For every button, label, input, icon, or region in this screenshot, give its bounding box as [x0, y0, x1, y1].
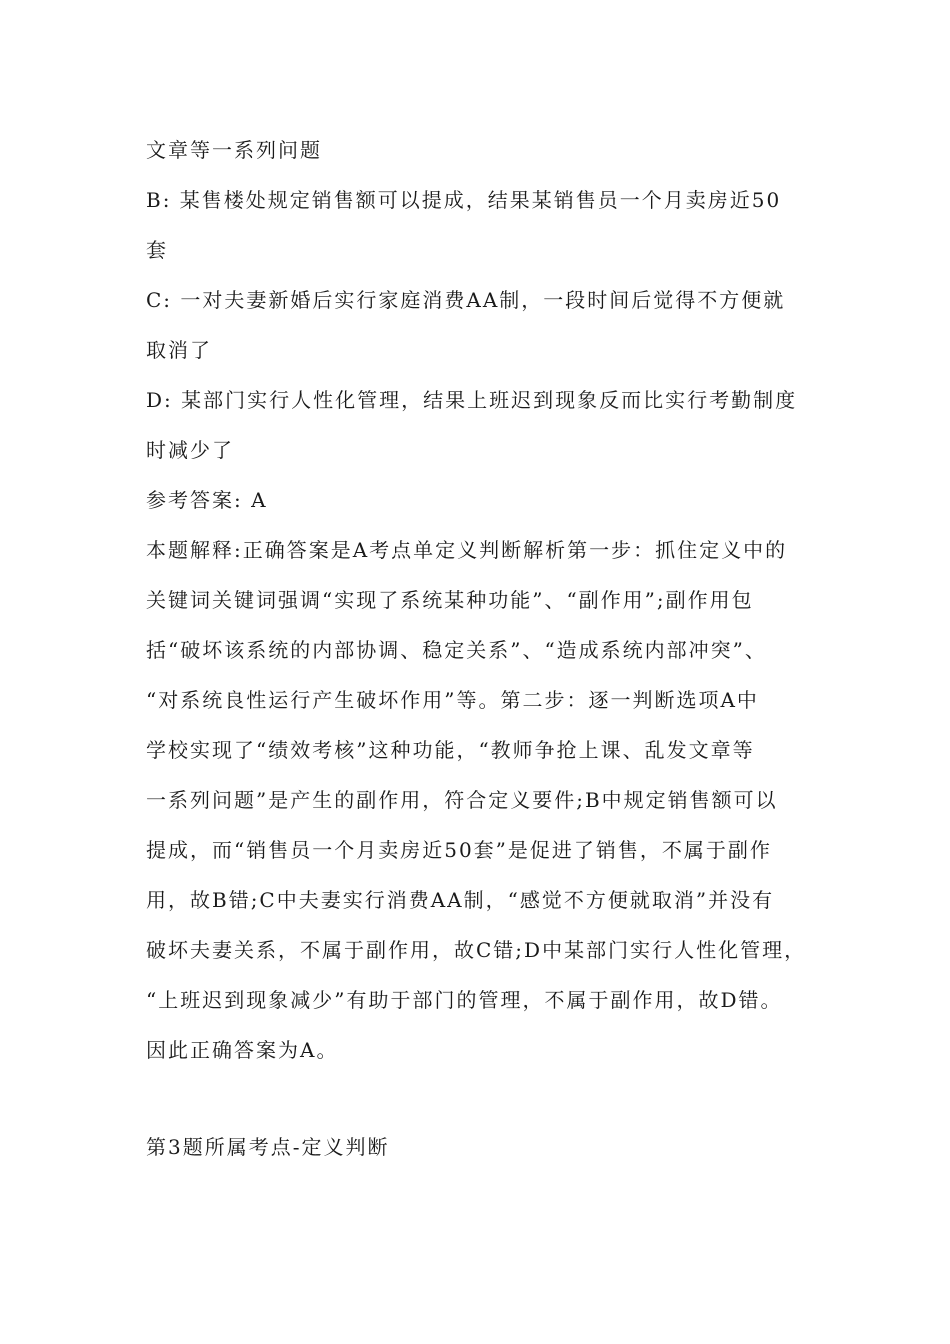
explanation-line: “对系统良性运行产生破坏作用”等。第二步：逐一判断选项A中	[146, 688, 759, 712]
explanation-line: 本题解释:正确答案是A考点单定义判断解析第一步：抓住定义中的	[146, 538, 788, 562]
explanation-line: 因此正确答案为A。	[146, 1038, 339, 1062]
explanation-line: 括“破坏该系统的内部协调、稳定关系”、“造成系统内部冲突”、	[146, 638, 767, 662]
explanation-line: 破坏夫妻关系，不属于副作用，故C错;D中某部门实行人性化管理，	[146, 938, 807, 962]
explanation-line: “上班迟到现象减少”有助于部门的管理，不属于副作用，故D错。	[146, 988, 783, 1012]
explanation-line: 提成，而“销售员一个月卖房近50套”是促进了销售，不属于副作	[146, 838, 772, 862]
section-heading: 第3题所属考点-定义判断	[146, 1135, 390, 1159]
option-d-line: D: 某部门实行人性化管理，结果上班迟到现象反而比实行考勤制度	[146, 388, 798, 412]
option-c-line: C: 一对夫妻新婚后实行家庭消费AA制，一段时间后觉得不方便就	[146, 288, 786, 312]
explanation-line: 用，故B错;C中夫妻实行消费AA制，“感觉不方便就取消”并没有	[146, 888, 775, 912]
answer-line: 参考答案: A	[146, 488, 268, 512]
explanation-line: 关键词关键词强调“实现了系统某种功能”、“副作用”;副作用包	[146, 588, 754, 612]
explanation-line: 一系列问题”是产生的副作用，符合定义要件;B中规定销售额可以	[146, 788, 778, 812]
option-b-line: B: 某售楼处规定销售额可以提成，结果某销售员一个月卖房近50	[146, 188, 782, 212]
text-line: 套	[146, 238, 168, 262]
text-line: 取消了	[146, 338, 212, 362]
explanation-line: 学校实现了“绩效考核”这种功能，“教师争抢上课、乱发文章等	[146, 738, 755, 762]
text-line: 时减少了	[146, 438, 234, 462]
text-line: 文章等一系列问题	[146, 138, 322, 162]
